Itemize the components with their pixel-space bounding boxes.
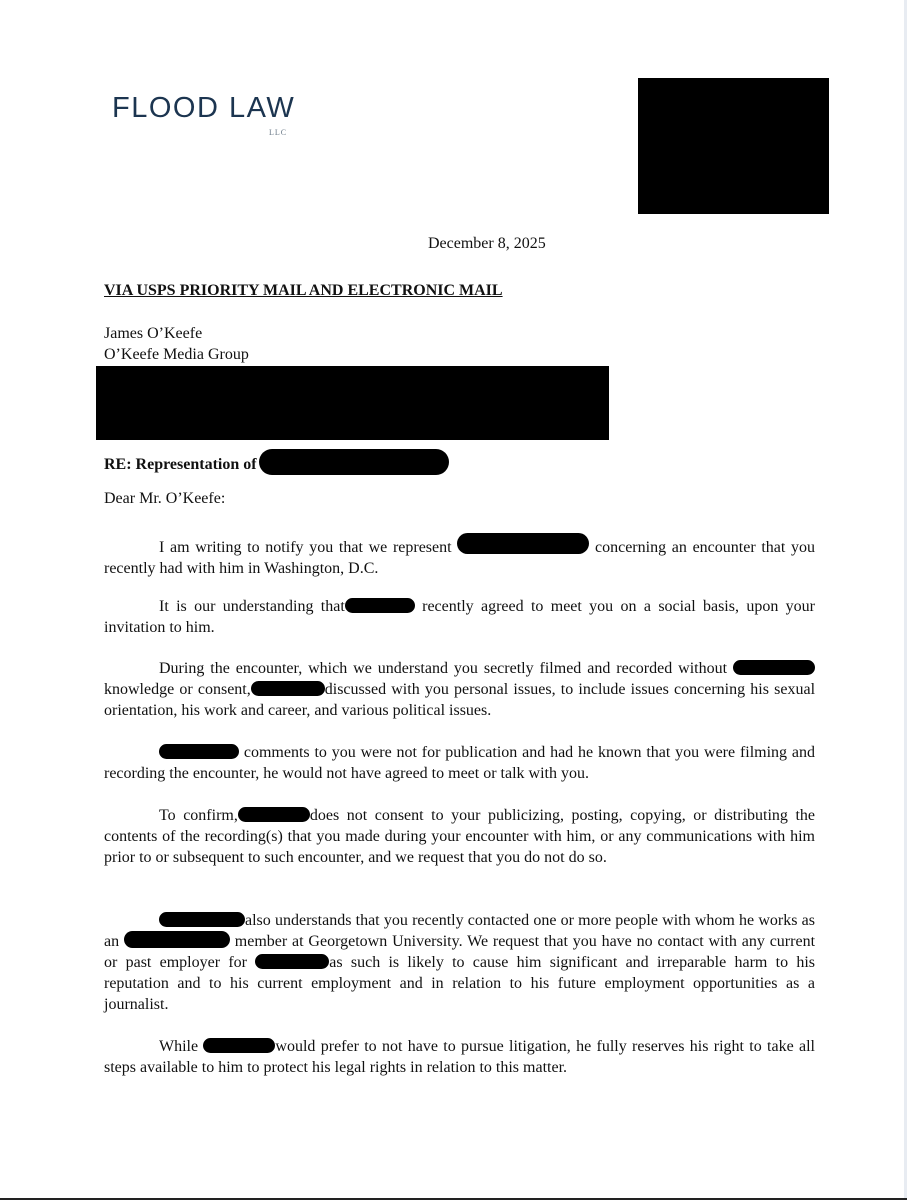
re-text: RE: Representation of (104, 456, 257, 473)
recipient-organization: O’Keefe Media Group (104, 346, 249, 363)
paragraph-7 (104, 1036, 815, 1078)
paragraph-4 (104, 742, 815, 784)
paragraph-5 (104, 805, 815, 868)
redacted-name (238, 807, 310, 822)
redacted-name (457, 533, 589, 554)
firm-suffix: LLC (269, 128, 288, 137)
letter-date: December 8, 2025 (428, 235, 546, 252)
firm-name: FLOOD LAW (112, 92, 296, 124)
paragraph-6-text-b: member at Georgetown University. We request that you have no contact with any current or past employer for (104, 933, 816, 971)
paragraph-6 (104, 910, 815, 1015)
paragraph-2-text-b: recently agreed to meet you on a social basis, upon your invitation to him. (104, 598, 815, 636)
paragraph-2-text-a: It is our understanding that (159, 598, 345, 615)
paragraph-1 (104, 533, 815, 579)
paragraph-5-text-a: To confirm, (159, 807, 238, 824)
redacted-name (159, 912, 245, 927)
recipient-address (104, 323, 249, 365)
redacted-client-name (259, 449, 449, 475)
redacted-title (124, 931, 230, 948)
recipient-name: James O’Keefe (104, 325, 203, 342)
redacted-name (733, 660, 815, 675)
redacted-address-block (96, 366, 609, 440)
firm-logo (112, 92, 296, 137)
salutation: Dear Mr. O’Keefe: (104, 490, 226, 507)
paragraph-3-text-c: discussed with you personal issues, to include issues concerning his sexual orientation, his work and career, and various political issues. (104, 681, 816, 719)
paragraph-3 (104, 658, 815, 721)
paragraph-5-text-b: does not consent to your publicizing, posting, copying, or distributing the contents of the recording(s) that you made during your encounter with him, or any communications with him prior to or subsequent to such encounter, and we request that you do not do so. (104, 807, 815, 866)
delivery-method: VIA USPS PRIORITY MAIL AND ELECTRONIC MAIL (104, 282, 503, 299)
paragraph-7-text-b: would prefer to not have to pursue litigation, he fully reserves his right to take all steps available to him to protect his legal rights in relation to this matter. (104, 1038, 816, 1076)
paragraph-3-text-a: During the encounter, which we understand you secretly filmed and recorded without (159, 660, 728, 677)
paragraph-3-text-b: knowledge or consent, (104, 681, 251, 698)
redacted-name (203, 1038, 275, 1053)
redacted-name (345, 598, 415, 613)
paragraph-4-text-a: comments to you were not for publication and had he known that you were filming and recording the encounter, he would not have agreed to meet or talk with you. (104, 744, 816, 782)
redacted-name (159, 744, 239, 759)
redacted-name (255, 954, 329, 969)
paragraph-1-text-a: I am writing to notify you that we represent (159, 539, 452, 556)
redacted-name (251, 681, 325, 696)
paragraph-6-text-a: also understands that you recently contacted one or more people with whom he works as an (104, 912, 815, 950)
paragraph-6-text-c: as such is likely to cause him significant and irreparable harm to his reputation and to his current employment and in relation to his future employment opportunities as a journalist. (104, 954, 816, 1013)
paragraph-2 (104, 596, 815, 638)
paragraph-7-text-a: While (159, 1038, 199, 1055)
redacted-block-top-right (638, 78, 829, 214)
paragraph-1-text-b: concerning an encounter that you recently had with him in Washington, D.C. (104, 539, 816, 577)
re-line (104, 449, 449, 475)
